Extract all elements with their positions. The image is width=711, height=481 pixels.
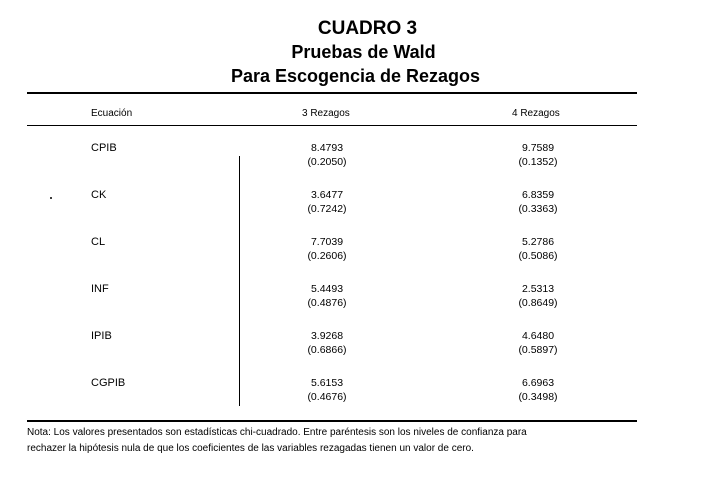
table-row [0, 142, 711, 182]
pvalue-3-rezagos: (0.7242) [307, 203, 347, 215]
top-rule [27, 92, 637, 94]
pvalue-3-rezagos: (0.2050) [307, 156, 347, 168]
value-4-rezagos: 4.6480 [521, 330, 555, 342]
table-row [0, 283, 711, 323]
value-4-rezagos: 9.7589 [521, 142, 555, 154]
pvalue-4-rezagos: (0.5897) [518, 344, 558, 356]
value-3-rezagos: 5.4493 [310, 283, 344, 295]
pvalue-4-rezagos: (0.5086) [518, 250, 558, 262]
value-3-rezagos: 3.9268 [310, 330, 344, 342]
pvalue-4-rezagos: (0.3363) [518, 203, 558, 215]
row-equation: CGPIB [91, 377, 126, 389]
header-4-rezagos: 4 Rezagos [512, 108, 560, 119]
value-3-rezagos: 8.4793 [310, 142, 344, 154]
row-equation: IPIB [91, 330, 112, 342]
table-row [0, 330, 711, 370]
header-3-rezagos: 3 Rezagos [302, 108, 350, 119]
value-4-rezagos: 2.5313 [521, 283, 555, 295]
pvalue-3-rezagos: (0.2606) [307, 250, 347, 262]
table-row [0, 189, 711, 229]
row-equation: CPIB [91, 142, 117, 154]
note-line-2: rechazer la hipótesis nula de que los coeficientes de las variables rezagadas tienen un valor de cero. [27, 443, 474, 454]
pvalue-3-rezagos: (0.4876) [307, 297, 347, 309]
table-row [0, 377, 711, 417]
table-title: CUADRO 3 [317, 18, 418, 39]
header-rule [27, 125, 637, 126]
value-4-rezagos: 6.8359 [521, 189, 555, 201]
value-3-rezagos: 7.7039 [310, 236, 344, 248]
pvalue-4-rezagos: (0.8649) [518, 297, 558, 309]
table-row [0, 236, 711, 276]
value-4-rezagos: 6.6963 [521, 377, 555, 389]
header-ecuacion: Ecuación [91, 108, 133, 119]
note-line-1: Nota: Los valores presentados son estadísticas chi-cuadrado. Entre paréntesis son los niveles de confianza para [27, 427, 527, 438]
value-3-rezagos: 3.6477 [310, 189, 344, 201]
value-3-rezagos: 5.6153 [310, 377, 344, 389]
pvalue-4-rezagos: (0.3498) [518, 391, 558, 403]
row-equation: INF [91, 283, 109, 295]
pvalue-3-rezagos: (0.6866) [307, 344, 347, 356]
row-equation: CK [91, 189, 107, 201]
pvalue-3-rezagos: (0.4676) [307, 391, 347, 403]
table-subtitle-2: Para Escogencia de Rezagos [230, 66, 481, 86]
table-subtitle: Pruebas de Wald [291, 42, 436, 62]
row-equation: CL [91, 236, 106, 248]
pvalue-4-rezagos: (0.1352) [518, 156, 558, 168]
bottom-rule [27, 420, 637, 422]
value-4-rezagos: 5.2786 [521, 236, 555, 248]
table-note [27, 425, 647, 457]
